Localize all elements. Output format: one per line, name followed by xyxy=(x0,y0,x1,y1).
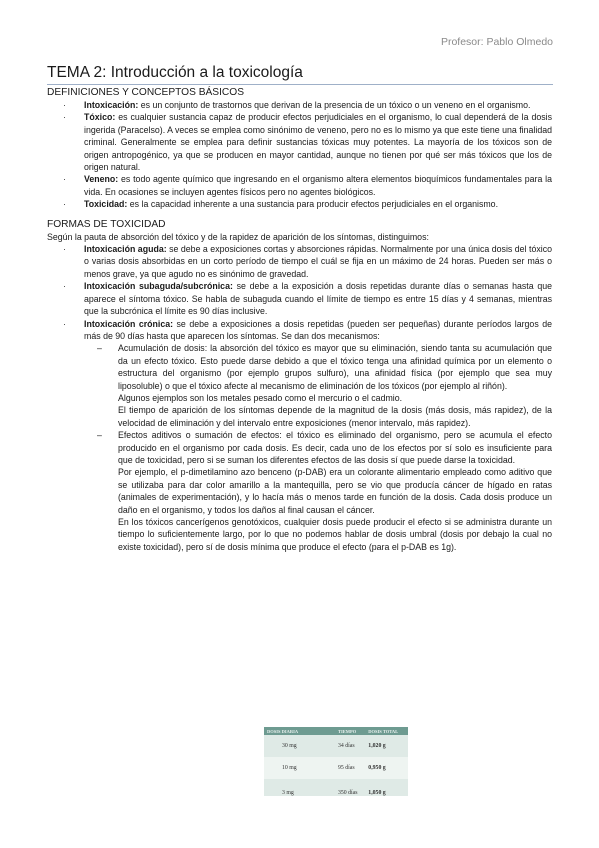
mechanism-paragraph: Algunos ejemplos son los metales pesado como el mercurio o el cadmio. xyxy=(118,392,403,403)
section-heading-definitions: DEFINICIONES Y CONCEPTOS BÁSICOS xyxy=(47,87,245,98)
table-header-row xyxy=(264,727,408,735)
document-body xyxy=(47,86,552,553)
form-text: se debe a la exposición a dosis repetidas durante días o semanas hasta que aparece el síntoma tóxico. Se habla de subaguda cuando el límite de tiempo es entre 15 días y 4 semanas, mientras que la subcrónica el límite es 90 días inclusive. xyxy=(84,281,553,317)
forms-list xyxy=(47,243,552,553)
table-cell: 1,020 g xyxy=(365,735,408,757)
form-item xyxy=(84,318,552,554)
definitions-list xyxy=(47,99,552,211)
definition-text: es todo agente químico que ingresando en el organismo altera elementos bioquímicos fundamentales para la vida. En ocasiones se incluyen agentes físicos pero no agentes biológicos. xyxy=(84,174,552,197)
table-row xyxy=(264,757,408,779)
author-header: Profesor: Pablo Olmedo xyxy=(440,36,553,48)
definition-term: Intoxicación: xyxy=(84,100,139,110)
table-row xyxy=(264,779,408,796)
mechanism-paragraph: Por ejemplo, el p-dimetilamino azo benceno (p-DAB) era un colorante alimentario empleado como aditivo que se utilizaba para dar color amarillo a la mantequilla, pero se vio que producía cáncer de hígado en ratas (animales de experimentación), y lo hacía más o menos tarde en función de la dosis. Cada dosis produce un daño en el organismo, y todos los daños al final causan el cáncer. xyxy=(118,467,552,515)
mechanism-paragraph: El tiempo de aparición de los síntomas depende de la magnitud de la dosis (más dosis, más rapidez), de la velocidad de eliminación y del intervalo entre exposiciones (menor intervalo, más rapidez). xyxy=(118,405,552,428)
form-item xyxy=(84,243,552,280)
definition-item xyxy=(84,111,552,173)
definition-text: es un conjunto de trastornos que derivan de la presencia de un tóxico o un veneno en el organismo. xyxy=(138,100,531,110)
form-term: Intoxicación crónica: xyxy=(84,318,174,329)
forms-intro: Según la pauta de absorción del tóxico y de la rapidez de aparición de los síntomas, distinguimos: xyxy=(47,231,429,242)
table-cell: 30 mg xyxy=(264,735,335,757)
table-cell: 0,950 g xyxy=(365,757,408,779)
title-divider xyxy=(47,84,553,85)
dose-table xyxy=(264,727,408,796)
mechanism-item xyxy=(118,342,552,429)
mechanism-paragraph: – Acumulación de dosis: la absorción del tóxico es mayor que su eliminación, siendo tanta su acumulación que da un efecto tóxico. Esto puede darse debido a que el tóxico tenga una afinidad química por un elemento o estructura del organismo (por ejemplo grupos sulfuro), una afinidad física (por ejemplo que sea muy liposoluble) o que el tóxico afecte al mecanismo de eliminación de los tóxicos (por ejemplo al riñón). xyxy=(118,343,552,391)
table-cell: 34 días xyxy=(335,735,365,757)
definition-text: es la capacidad inherente a una sustancia para producir efectos perjudiciales en el organismo. xyxy=(127,199,499,210)
table-cell: 350 días xyxy=(335,779,365,796)
table-row xyxy=(264,735,408,757)
section-heading-forms: FORMAS DE TOXICIDAD xyxy=(47,218,166,230)
definition-item xyxy=(84,99,552,111)
mechanism-paragraph: – Efectos aditivos o sumación de efectos: el tóxico es eliminado del organismo, pero se acumula el efecto producido en el organismo por cada dosis. Es decir, cada uno de los efectos por sí solo es insuficiente para que de toxicidad, pero si se suman los diferentes efectos de las dosis sí que puede darse la toxicidad. xyxy=(118,430,552,465)
mechanism-paragraph: En los tóxicos cancerígenos genotóxicos, cualquier dosis puede producir el efecto si se administra durante un tiempo lo suficientemente largo, por lo que no podemos hablar de dosis umbral (dosis por debajo la cual no existe toxicidad), pero sí de dosis mínima que produce el efecto (para el p-DAB es 1g). xyxy=(118,517,552,552)
definition-term: Toxicidad: xyxy=(84,199,128,210)
table-header-cell: DOSIS DIARIA xyxy=(264,727,335,735)
definition-item xyxy=(84,173,552,198)
pdab-dose-table xyxy=(264,727,408,796)
mechanism-item xyxy=(118,429,552,553)
form-text: se debe a exposiciones a dosis repetidas (pueden ser pequeñas) durante períodos largos de más de 90 días hasta que aparecen los síntomas. Se dan dos mecanismos: xyxy=(84,318,552,341)
form-item xyxy=(84,280,552,317)
table-header-cell: DOSIS TOTAL xyxy=(365,727,408,735)
table-cell: 95 días xyxy=(335,757,365,779)
mechanisms-list xyxy=(84,342,552,553)
form-term: Intoxicación subaguda/subcrónica: xyxy=(84,281,233,292)
form-term: Intoxicación aguda: xyxy=(84,244,167,255)
table-cell: 3 mg xyxy=(264,779,335,796)
page-title: TEMA 2: Introducción a la toxicología xyxy=(47,64,303,81)
table-cell: 10 mg xyxy=(264,757,335,779)
form-text: se debe a exposiciones cortas y absorciones rápidas. Normalmente por una única dosis del tóxico o varias dosis absorbidas en un corto período de tiempo el cuál se fija en un máximo de 24 horas. Pueden ser más o menos grave, ya que agudo no es sinónimo de gravedad. xyxy=(84,244,552,279)
definition-item xyxy=(84,198,552,210)
definition-term: Tóxico: xyxy=(84,112,116,123)
definition-text: es cualquier sustancia capaz de producir efectos perjudiciales en el organismo, lo cual dependerá de la dosis ingerida (Paracelso). A veces se emplea como sinónimo de veneno, pero no es lo mismo ya que este tiene una finalidad criminal. Generalmente se emplea para definir sustancias tóxicas muy potentes. La mayoría de los tóxicos son de origen antropogénico, ya que se producen en mayor cantidad, aunque no tienen por qué ser más tóxicos que los de origen natural. xyxy=(84,112,552,173)
table-header-cell: TIEMPO xyxy=(335,727,365,735)
table-cell: 1,050 g xyxy=(365,779,408,796)
definition-term: Veneno: xyxy=(84,174,119,185)
